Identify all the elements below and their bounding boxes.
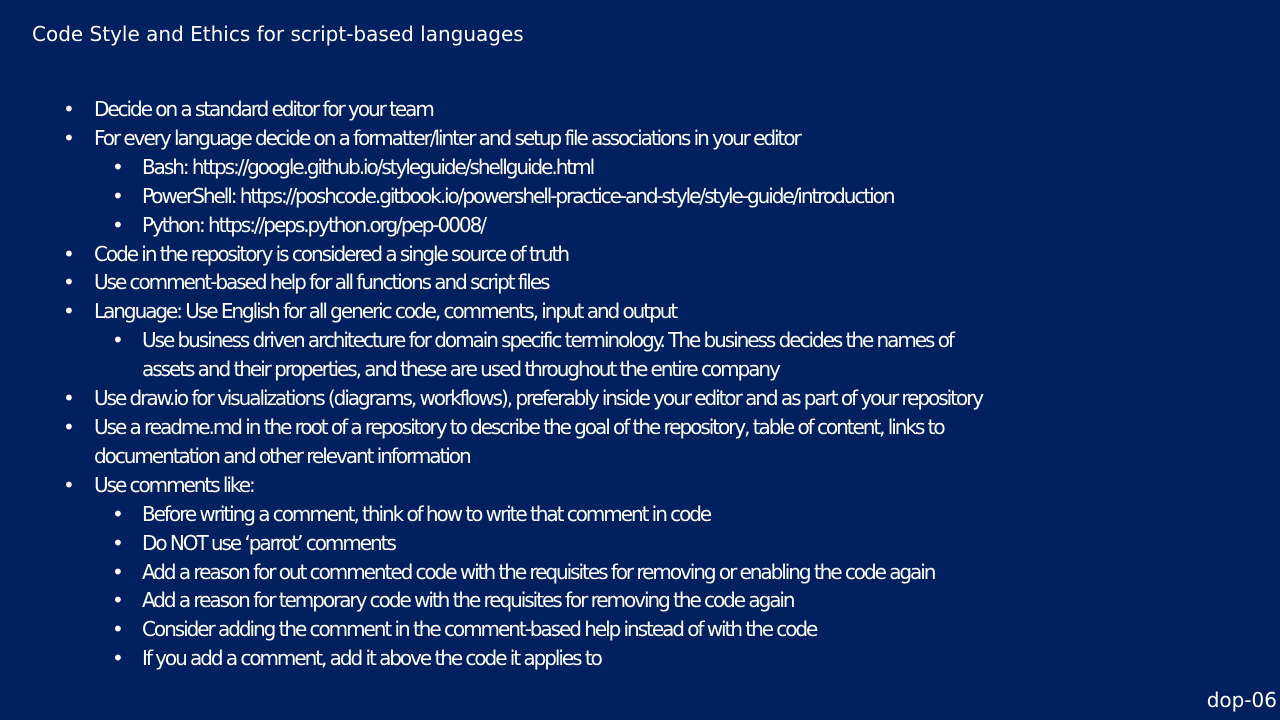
bullet-point-icon: • xyxy=(63,414,75,439)
bullet-text: Use comments like: xyxy=(94,472,254,497)
bullet-point-icon: • xyxy=(63,299,75,324)
sub-bullet-item xyxy=(0,500,1280,529)
sub-bullet-item xyxy=(0,182,1280,211)
bullet-item xyxy=(0,95,1280,124)
sub-bullet-item xyxy=(0,211,1280,240)
bullet-point-icon: • xyxy=(112,617,124,642)
sub-bullet-item xyxy=(0,558,1280,587)
bullet-point-icon: • xyxy=(63,125,75,150)
bullet-point-icon: • xyxy=(112,588,124,613)
bullet-text: Python: https://peps.python.org/pep-0008/ xyxy=(142,212,485,237)
bullet-item xyxy=(0,268,1280,297)
bullet-list xyxy=(0,95,1280,673)
sub-bullet-item xyxy=(0,326,1280,355)
bullet-item xyxy=(0,384,1280,413)
bullet-text: Do NOT use ‘parrot’ comments xyxy=(142,530,395,555)
bullet-text: Bash: https://google.github.io/styleguide/shellguide.html xyxy=(142,154,594,179)
bullet-point-icon: • xyxy=(112,154,124,179)
bullet-text: Use comment-based help for all functions and script files xyxy=(94,270,549,295)
bullet-item xyxy=(0,471,1280,500)
sub-bullet-item xyxy=(0,615,1280,644)
bullet-text: Consider adding the comment in the comment-based help instead of with the code xyxy=(142,617,817,642)
bullet-text: PowerShell: https://poshcode.gitbook.io/powershell-practice-and-style/style-guide/introduction xyxy=(142,183,894,208)
bullet-text: If you add a comment, add it above the code it applies to xyxy=(142,646,601,671)
bullet-point-icon: • xyxy=(112,501,124,526)
bullet-text: Code in the repository is considered a single source of truth xyxy=(94,241,568,266)
bullet-point-icon: • xyxy=(112,183,124,208)
bullet-point-icon: • xyxy=(112,646,124,671)
sub-bullet-item-continuation xyxy=(0,355,1280,384)
bullet-text: Use a readme.md in the root of a repository to describe the goal of the repository, table of content, links to xyxy=(94,414,944,439)
sub-bullet-item xyxy=(0,529,1280,558)
sub-bullet-item xyxy=(0,153,1280,182)
sub-bullet-item xyxy=(0,644,1280,673)
bullet-point-icon: • xyxy=(112,559,124,584)
bullet-point-icon: • xyxy=(112,328,124,353)
bullet-item xyxy=(0,413,1280,442)
bullet-point-icon: • xyxy=(63,270,75,295)
bullet-text: Use business driven architecture for domain specific terminology. The business decides the names of xyxy=(142,328,953,353)
bullet-point-icon: • xyxy=(63,386,75,411)
slide-title: Code Style and Ethics for script-based languages xyxy=(32,22,524,46)
bullet-item xyxy=(0,124,1280,153)
bullet-text: Use draw.io for visualizations (diagrams, workflows), preferably inside your editor and as part of your repository xyxy=(94,386,983,411)
bullet-point-icon: • xyxy=(63,97,75,121)
bullet-point-icon: • xyxy=(63,241,75,266)
bullet-text: documentation and other relevant information xyxy=(94,443,470,468)
sub-bullet-item xyxy=(0,586,1280,615)
bullet-item-continuation xyxy=(0,442,1280,471)
bullet-point-icon: • xyxy=(63,472,75,497)
bullet-text: Add a reason for temporary code with the requisites for removing the code again xyxy=(142,588,794,613)
bullet-text: assets and their properties, and these are used throughout the entire company xyxy=(142,357,779,382)
bullet-point-icon: • xyxy=(112,530,124,555)
bullet-item xyxy=(0,240,1280,269)
bullet-text: For every language decide on a formatter/linter and setup file associations in your editor xyxy=(94,125,800,150)
bullet-item xyxy=(0,297,1280,326)
bullet-text: Decide on a standard editor for your team xyxy=(94,97,433,121)
bullet-text: Add a reason for out commented code with the requisites for removing or enabling the code again xyxy=(142,559,935,584)
slide-footer-label: dop-06 xyxy=(1206,688,1277,712)
bullet-text: Before writing a comment, think of how to write that comment in code xyxy=(142,501,711,526)
bullet-point-icon: • xyxy=(112,212,124,237)
bullet-text: Language: Use English for all generic code, comments, input and output xyxy=(94,299,677,324)
